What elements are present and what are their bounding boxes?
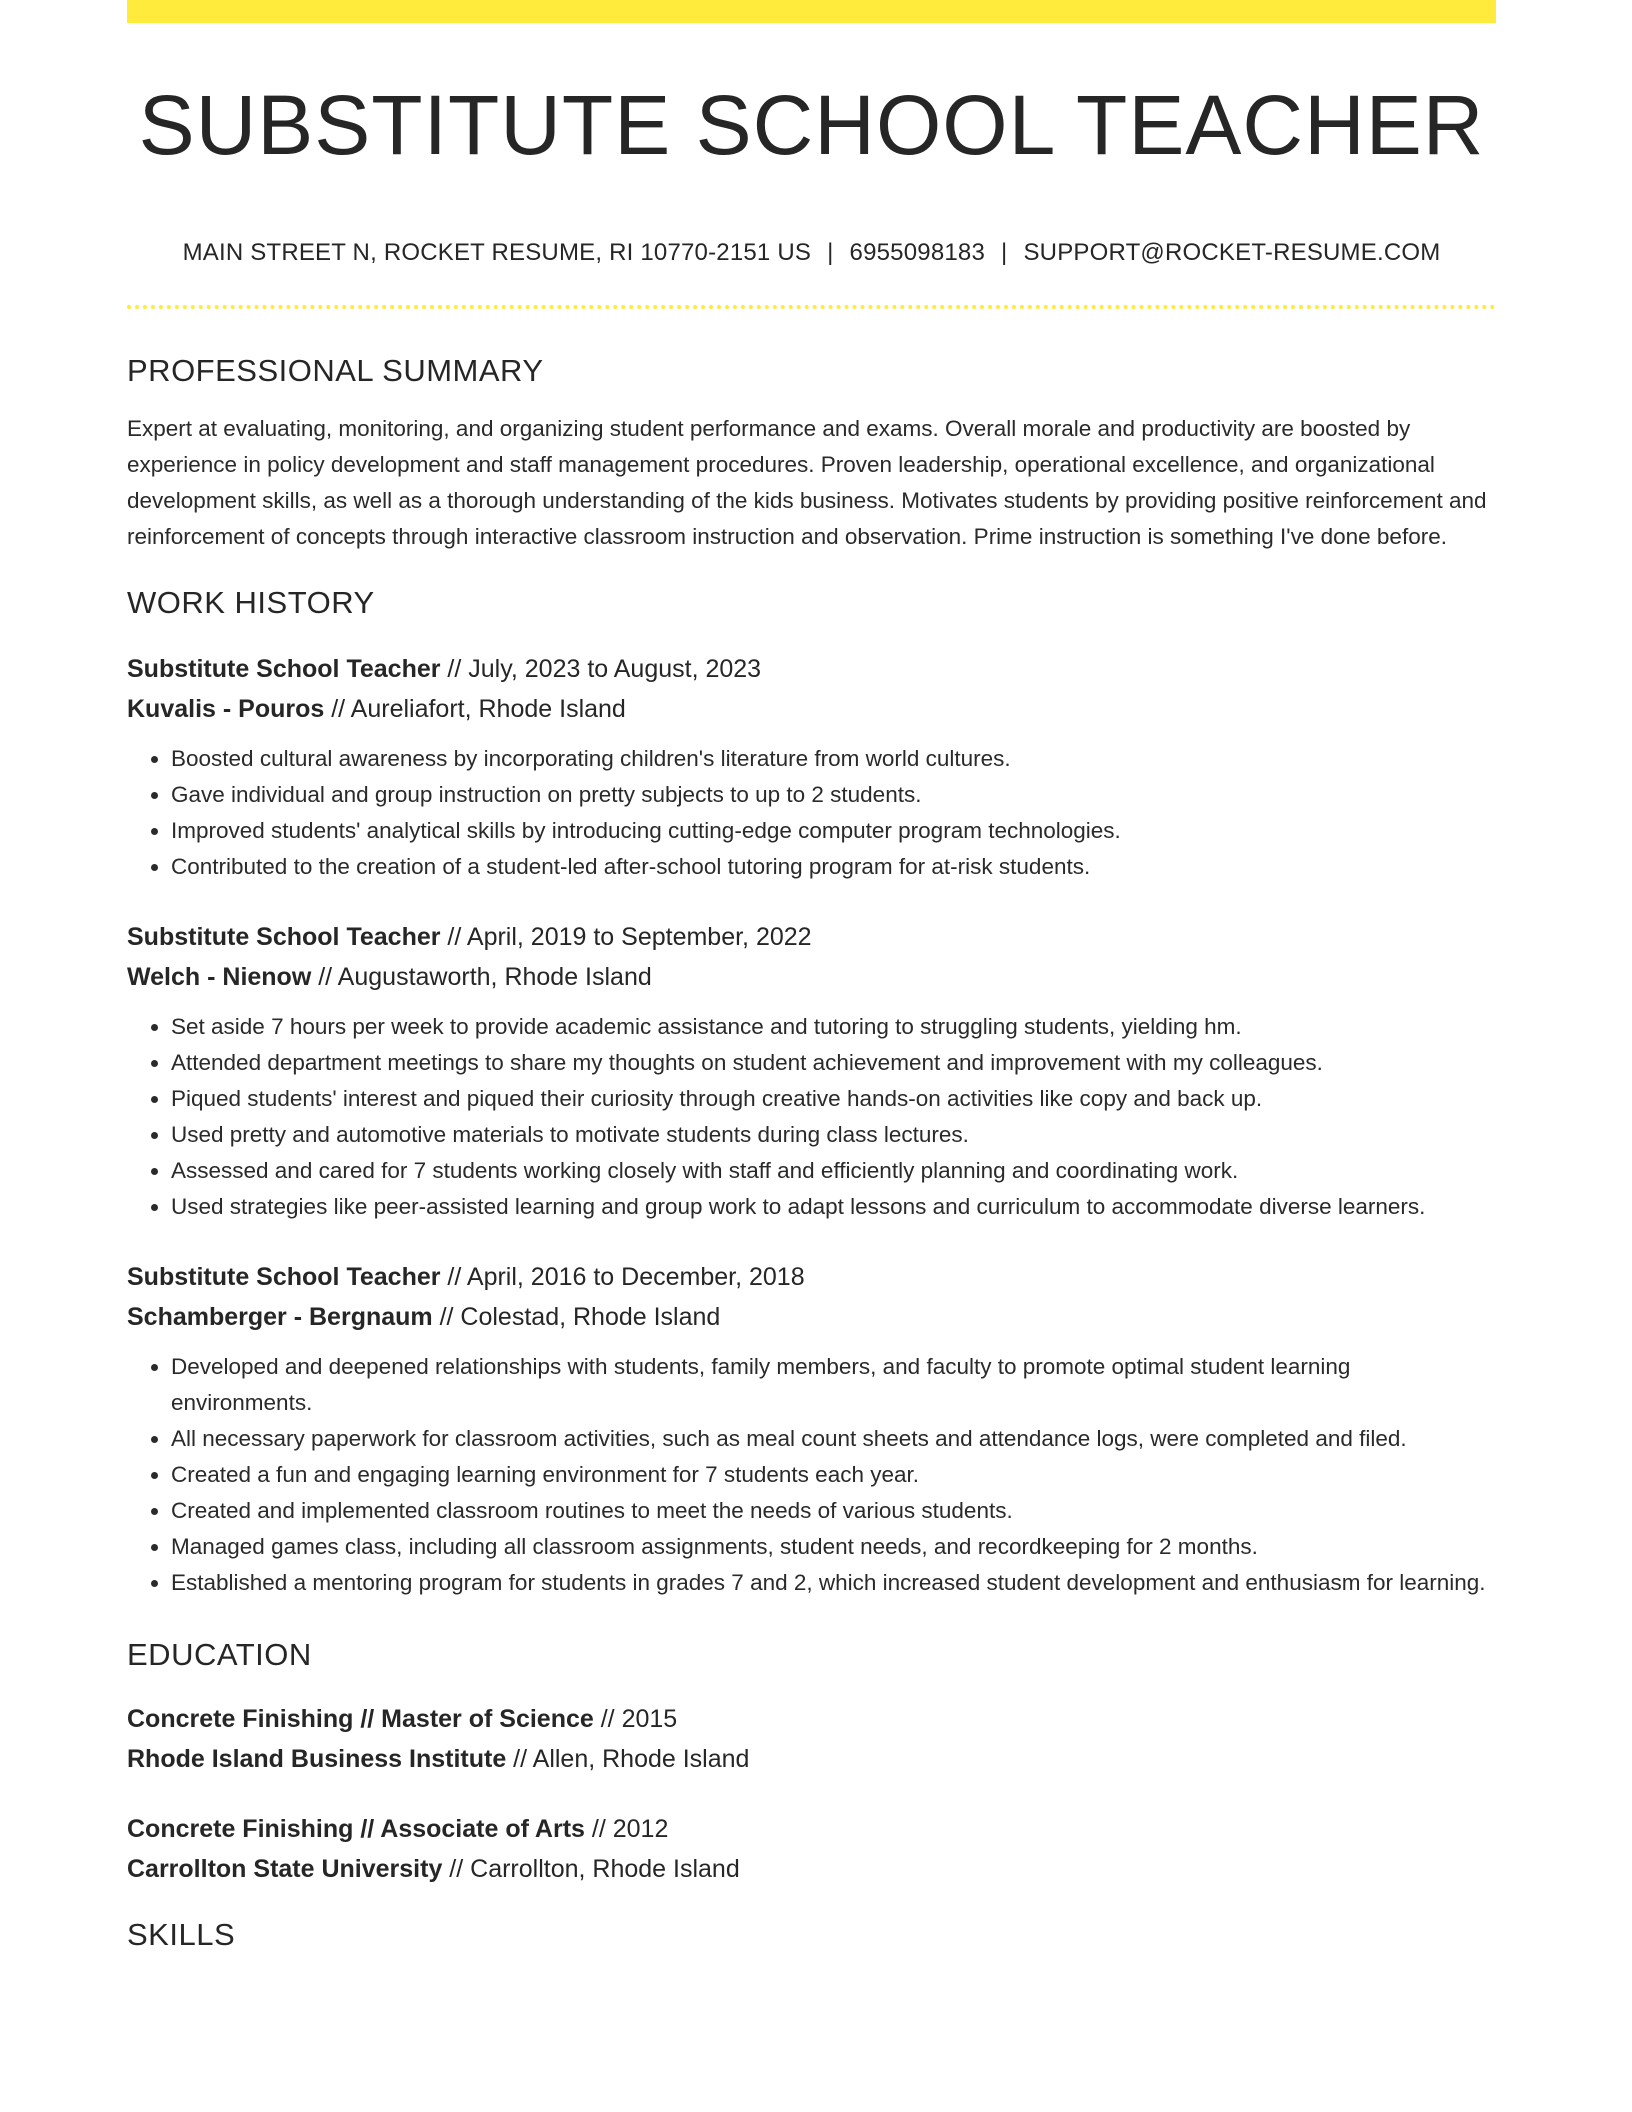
section-title-skills: SKILLS xyxy=(127,1917,236,1952)
education-school: Rhode Island Business Institute xyxy=(127,1745,507,1773)
dotted-divider xyxy=(127,305,1496,309)
education-location: // Allen, Rhode Island xyxy=(506,1745,750,1773)
education-degree: Concrete Finishing // Associate of Arts xyxy=(127,1815,585,1843)
summary-paragraph: Expert at evaluating, monitoring, and organizing student performance and exams. Overall morale and productivity are boosted by experience in policy development and staff management procedures. Proven leadership, operational excellence, and organizational development skills, as well as a thorough understanding of the kids business. Motivates students by providing positive reinforcement and reinforcement of concepts through interactive classroom instruction and observation. Prime instruction is something I've done before. xyxy=(127,416,1487,549)
list-item: • Boosted cultural awareness by incorporating children's literature from world cultures. xyxy=(171,741,1496,777)
job-dates: // July, 2023 to August, 2023 xyxy=(440,655,762,683)
list-item: • Gave individual and group instruction on pretty subjects to up to 2 students. xyxy=(171,777,1496,813)
job-entry xyxy=(127,1257,1496,1601)
job-entry xyxy=(127,649,1496,885)
education-degree-line xyxy=(127,1809,1496,1849)
job-role-line xyxy=(127,917,1496,957)
job-role: Substitute School Teacher xyxy=(127,655,441,683)
resume-page xyxy=(127,0,1496,1953)
job-role-line xyxy=(127,1257,1496,1297)
list-item: • Used strategies like peer-assisted learning and group work to adapt lessons and curriculum to accommodate diverse learners. xyxy=(171,1189,1496,1225)
accent-top-bar xyxy=(127,0,1496,23)
list-item: • Attended department meetings to share my thoughts on student achievement and improvement with my colleagues. xyxy=(171,1045,1496,1081)
job-role: Substitute School Teacher xyxy=(127,1263,441,1291)
job-company-line xyxy=(127,689,1496,729)
contact-address: MAIN STREET N, ROCKET RESUME, RI 10770-2151 US xyxy=(182,239,812,266)
education-degree-line xyxy=(127,1699,1496,1739)
job-company: Kuvalis - Pouros xyxy=(127,695,325,723)
education-school-line xyxy=(127,1739,1496,1779)
job-bullets xyxy=(127,1349,1496,1601)
job-location: // Colestad, Rhode Island xyxy=(432,1303,721,1331)
list-item: • Used pretty and automotive materials to motivate students during class lectures. xyxy=(171,1117,1496,1153)
job-company: Schamberger - Bergnaum xyxy=(127,1303,433,1331)
contact-phone: 6955098183 xyxy=(849,239,986,266)
education-year: // 2012 xyxy=(584,1815,669,1843)
contact-line xyxy=(127,239,1496,267)
contact-separator: | xyxy=(827,239,834,266)
list-item: • Created and implemented classroom routines to meet the needs of various students. xyxy=(171,1493,1496,1529)
list-item: • Established a mentoring program for students in grades 7 and 2, which increased student development and enthusiasm for learning. xyxy=(171,1565,1496,1601)
education-degree: Concrete Finishing // Master of Science xyxy=(127,1705,594,1733)
contact-separator: | xyxy=(1001,239,1008,266)
list-item: • Set aside 7 hours per week to provide academic assistance and tutoring to struggling students, yielding hm. xyxy=(171,1009,1496,1045)
list-item: • Managed games class, including all classroom assignments, student needs, and recordkeeping for 2 months. xyxy=(171,1529,1496,1565)
candidate-title: SUBSTITUTE SCHOOL TEACHER xyxy=(138,78,1485,172)
job-location: // Aureliafort, Rhode Island xyxy=(324,695,626,723)
contact-email: SUPPORT@ROCKET-RESUME.COM xyxy=(1023,239,1441,266)
job-role: Substitute School Teacher xyxy=(127,923,441,951)
education-school: Carrollton State University xyxy=(127,1855,443,1883)
job-company-line xyxy=(127,1297,1496,1337)
list-item: • Assessed and cared for 7 students working closely with staff and efficiently planning and coordinating work. xyxy=(171,1153,1496,1189)
list-item: • Piqued students' interest and piqued their curiosity through creative hands-on activities like copy and back up. xyxy=(171,1081,1496,1117)
job-role-line xyxy=(127,649,1496,689)
section-title-summary: PROFESSIONAL SUMMARY xyxy=(127,353,544,388)
list-item: • Improved students' analytical skills by introducing cutting-edge computer program technologies. xyxy=(171,813,1496,849)
list-item: • All necessary paperwork for classroom activities, such as meal count sheets and attendance logs, were completed and filed. xyxy=(171,1421,1496,1457)
list-item: • Contributed to the creation of a student-led after-school tutoring program for at-risk students. xyxy=(171,849,1496,885)
education-year: // 2015 xyxy=(593,1705,678,1733)
education-entry xyxy=(127,1809,1496,1889)
job-dates: // April, 2016 to December, 2018 xyxy=(440,1263,805,1291)
education-entry xyxy=(127,1699,1496,1779)
education-location: // Carrollton, Rhode Island xyxy=(442,1855,740,1883)
job-location: // Augustaworth, Rhode Island xyxy=(311,963,652,991)
job-company: Welch - Nienow xyxy=(127,963,312,991)
job-bullets xyxy=(127,741,1496,885)
job-entry xyxy=(127,917,1496,1225)
section-title-work-history: WORK HISTORY xyxy=(127,585,375,620)
list-item: • Developed and deepened relationships with students, family members, and faculty to promote optimal student learning environments. xyxy=(171,1349,1496,1421)
job-bullets xyxy=(127,1009,1496,1225)
job-company-line xyxy=(127,957,1496,997)
section-title-education: EDUCATION xyxy=(127,1637,312,1672)
education-school-line xyxy=(127,1849,1496,1889)
list-item: • Created a fun and engaging learning environment for 7 students each year. xyxy=(171,1457,1496,1493)
job-dates: // April, 2019 to September, 2022 xyxy=(440,923,812,951)
